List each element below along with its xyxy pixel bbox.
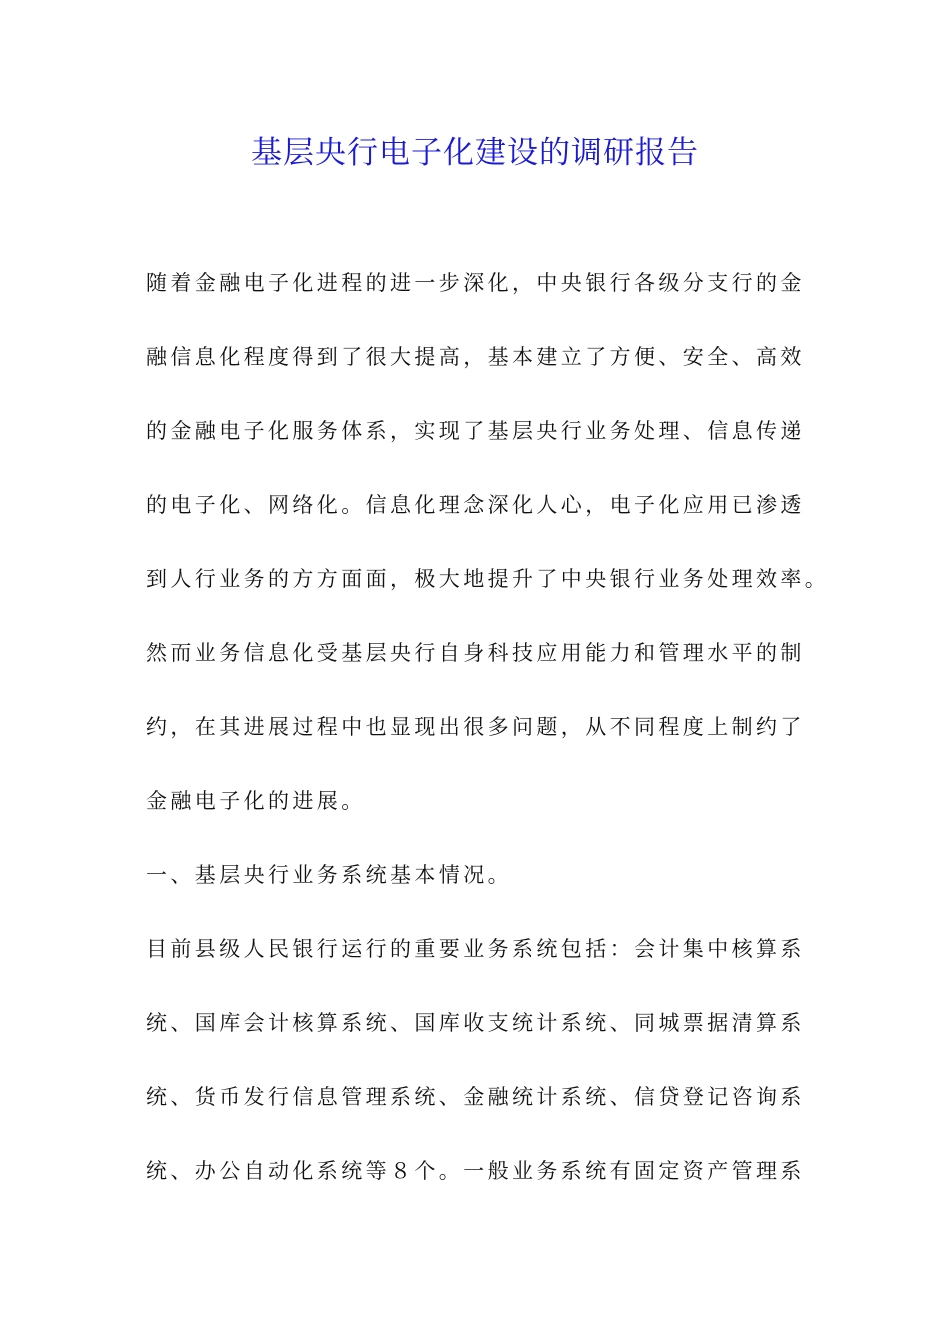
paragraph-line: 随着金融电子化进程的进一步深化，中央银行各级分支行的金: [146, 271, 805, 295]
paragraph-line: 统、办公自动化系统等８个。一般业务系统有固定资产管理系: [146, 1159, 805, 1183]
paragraph-line: 到人行业务的方方面面，极大地提升了中央银行业务处理效率。: [146, 567, 830, 591]
paragraph-line: 的金融电子化服务体系，实现了基层央行业务处理、信息传递: [146, 419, 805, 443]
paragraph-line: 然而业务信息化受基层央行自身科技应用能力和管理水平的制: [146, 641, 805, 665]
section-heading: 一、基层央行业务系统基本情况。: [146, 863, 512, 887]
paragraph-line: 统、货币发行信息管理系统、金融统计系统、信贷登记咨询系: [146, 1085, 805, 1109]
paragraph-line: 统、国库会计核算系统、国库收支统计系统、同城票据清算系: [146, 1011, 805, 1035]
paragraph-line: 金融电子化的进展。: [146, 789, 366, 813]
paragraph-line: 的电子化、网络化。信息化理念深化人心，电子化应用已渗透: [146, 493, 805, 517]
paragraph-line: 目前县级人民银行运行的重要业务系统包括：会计集中核算系: [146, 937, 805, 961]
paragraph-line: 约，在其进展过程中也显现出很多问题，从不同程度上制约了: [146, 715, 805, 739]
document-title: 基层央行电子化建设的调研报告: [251, 135, 699, 171]
paragraph-line: 融信息化程度得到了很大提高，基本建立了方便、安全、高效: [146, 345, 805, 369]
